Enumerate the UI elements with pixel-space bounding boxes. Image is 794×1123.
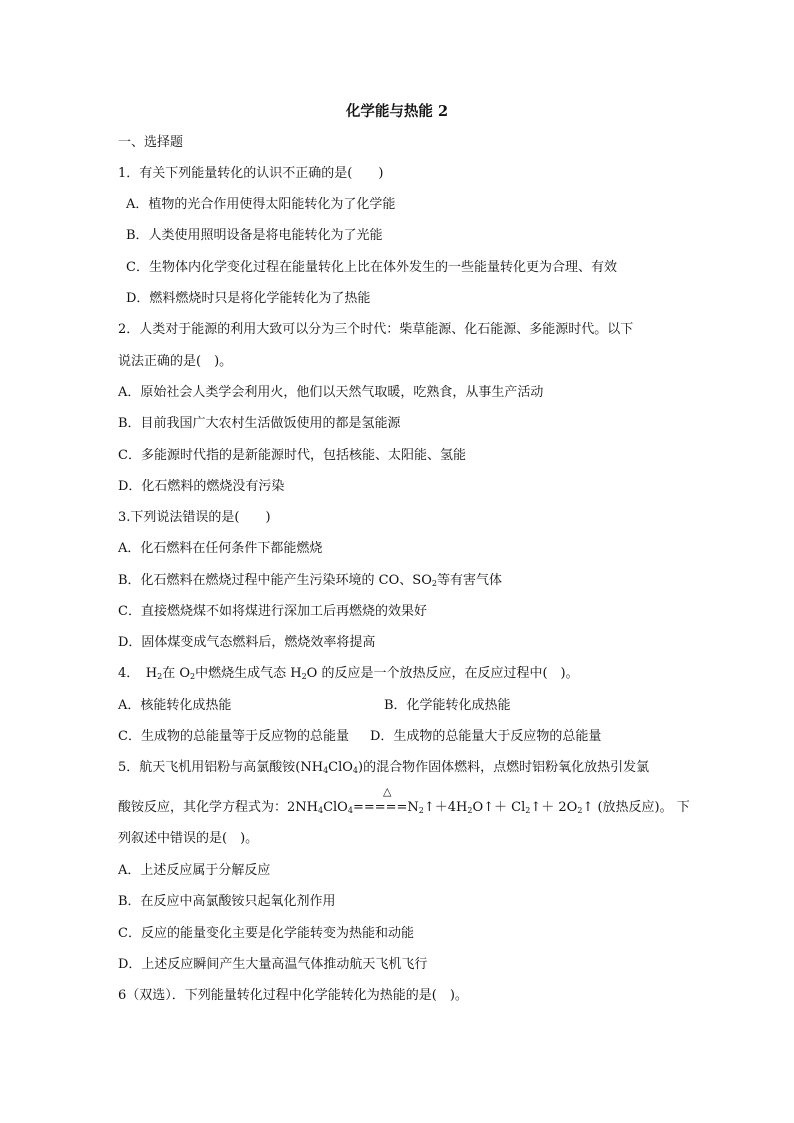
q5-text: )的混合物作固体燃料，点燃时铝粉氧化放热引发氯	[358, 760, 650, 775]
q3-option-a: A．化石燃料在任何条件下都能燃烧	[118, 541, 323, 556]
q4-text: 中燃烧生成气态 H	[195, 666, 302, 681]
q1-option-c: C．生物体内化学变化过程在能量转化上比在体外发生的一些能量转化更为合理、有效	[126, 260, 617, 275]
q4-option-d: D．生成物的总能量大于反应物的总能量	[370, 729, 602, 744]
q4-option-a: A．核能转化成热能	[118, 698, 232, 713]
q5-text: ClO	[328, 760, 353, 775]
q4-stem	[118, 665, 579, 683]
q6-stem: 6（双选）．下列能量转化过程中化学能转化为热能的是( )。	[118, 988, 468, 1003]
subscript: 4	[323, 766, 329, 775]
q1-option-a: A．植物的光合作用使得太阳能转化为了化学能	[126, 197, 396, 212]
q2-stem-line2: 说法正确的是( )。	[118, 354, 233, 369]
page-title: 化学能与热能 2	[345, 103, 449, 120]
subscript: 2	[301, 672, 307, 681]
subscript: 2	[157, 672, 163, 681]
q1-stem: 1．有关下列能量转化的认识不正确的是( )	[118, 166, 384, 181]
subscript: 4	[352, 766, 359, 775]
subscript: 2	[431, 579, 437, 588]
subscript: 2	[190, 672, 196, 681]
q3-option-b	[118, 572, 502, 590]
q5-option-b: B．在反应中高氯酸铵只起氧化剂作用	[118, 894, 336, 909]
q5-equation-line	[118, 785, 690, 817]
q3-stem: 3.下列说法错误的是( )	[118, 510, 271, 525]
q2-option-d: D．化石燃料的燃烧没有污染	[118, 479, 285, 494]
q5-option-a: A．上述反应属于分解反应	[118, 863, 271, 878]
q5-text: 酸铵反应，其化学方程式为：2NH	[118, 800, 318, 815]
reaction-arrow	[352, 785, 419, 817]
q5-text: ↑＋ 2O	[530, 800, 578, 815]
q3-option-c: C．直接燃烧煤不如将煤进行深加工后再燃烧的效果好	[118, 604, 427, 619]
q1-option-d: D．燃料燃烧时只是将化学能转化为了热能	[126, 291, 371, 306]
q3-option-d: D．固体煤变成气态燃料后，燃烧效率将提高	[118, 635, 376, 650]
q4-option-c: C．生成物的总能量等于反应物的总能量	[118, 729, 349, 744]
subscript: 2	[467, 806, 473, 815]
section-heading: 一、选择题	[118, 135, 184, 150]
q5-option-d: D．上述反应瞬间产生大量高温气体推动航天飞机飞行	[118, 957, 428, 972]
q5-text: ClO	[323, 800, 348, 815]
subscript: 2	[577, 806, 583, 815]
subscript: 2	[418, 806, 424, 815]
q5-text: 5．航天飞机用铝粉与高氯酸铵(NH	[118, 760, 324, 775]
q2-option-a: A．原始社会人类学会利用火，他们以天然气取暖，吃熟食，从事生产活动	[118, 385, 544, 400]
q2-option-c: C．多能源时代指的是新能源时代，包括核能、太阳能、氢能	[118, 448, 466, 463]
q5-stem-line3: 列叙述中错误的是( )。	[118, 831, 259, 846]
q3-b-text: B．化石燃料在燃烧过程中能产生污染环境的 CO、SO	[118, 573, 432, 588]
q5-text: ↑ (放热反应)。 下	[582, 800, 690, 815]
q4-text: 4． H	[118, 666, 158, 681]
q4-text: O 的反应是一个放热反应，在反应过程中( )。	[306, 666, 579, 681]
q2-option-b: B．目前我国广大农村生活做饭使用的都是氢能源	[118, 416, 401, 431]
subscript: 4	[317, 806, 324, 815]
q5-stem-line1	[118, 759, 649, 777]
q2-stem-line1: 2．人类对于能源的利用大致可以分为三个时代：柴草能源、化石能源、多能源时代。以下	[118, 322, 634, 337]
q3-b-text-end: 等有害气体	[436, 573, 502, 588]
heat-symbol: △	[382, 785, 392, 798]
q5-text: O↑＋ Cl	[472, 800, 526, 815]
subscript: 4	[347, 806, 353, 815]
q4-text: 在 O	[162, 666, 190, 681]
q5-option-c: C．反应的能量变化主要是化学能转变为热能和动能	[118, 926, 414, 941]
q4-option-b: B．化学能转化成热能	[384, 698, 511, 713]
q5-text: ↑＋4H	[423, 800, 468, 815]
q1-option-b: B．人类使用照明设备是将电能转化为了光能	[126, 228, 383, 243]
subscript: 2	[525, 806, 531, 815]
q5-text: =====N	[352, 800, 419, 815]
